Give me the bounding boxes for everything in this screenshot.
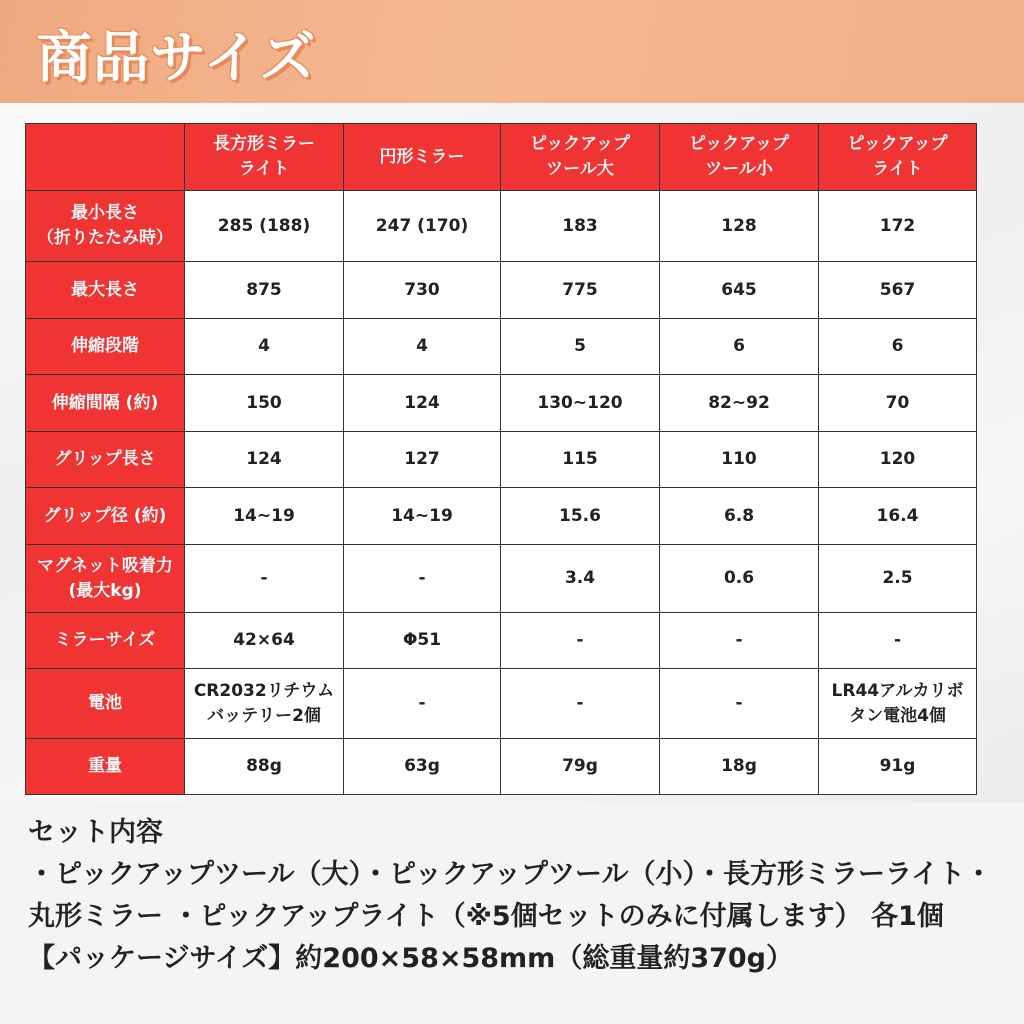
table-cell: 130~120 [501, 375, 660, 432]
table-cell: 63g [344, 739, 501, 795]
column-header: ピックアップ ツール小 [660, 124, 819, 191]
table-cell: 6.8 [660, 488, 819, 545]
table-row [26, 669, 977, 739]
table-cell: 5 [501, 319, 660, 375]
column-header: ピックアップ ツール大 [501, 124, 660, 191]
table-cell: 183 [501, 191, 660, 262]
package-size: 【パッケージサイズ】約200×58×58mm（総重量約370g） [28, 943, 794, 974]
table-cell: - [344, 669, 501, 739]
table-cell: 124 [344, 375, 501, 432]
table-corner-cell [26, 124, 185, 191]
row-header: 伸縮間隔 (約) [26, 375, 185, 432]
table-cell: 110 [660, 432, 819, 488]
table-cell: - [819, 613, 977, 669]
table-cell: 14~19 [344, 488, 501, 545]
set-contents [28, 812, 998, 980]
row-header: 伸縮段階 [26, 319, 185, 375]
table-cell: 150 [185, 375, 344, 432]
table-cell: 4 [344, 319, 501, 375]
table-cell: 3.4 [501, 545, 660, 613]
table-row [26, 191, 977, 262]
row-header: 最大長さ [26, 262, 185, 319]
table-cell: 124 [185, 432, 344, 488]
table-cell: CR2032リチウム バッテリー2個 [185, 669, 344, 739]
table-cell: - [344, 545, 501, 613]
table-row [26, 432, 977, 488]
table-cell: 775 [501, 262, 660, 319]
table-cell: 0.6 [660, 545, 819, 613]
row-header: 最小長さ （折りたたみ時） [26, 191, 185, 262]
table-cell: - [660, 669, 819, 739]
row-header: ミラーサイズ [26, 613, 185, 669]
table-row [26, 375, 977, 432]
table-row [26, 739, 977, 795]
table-row [26, 488, 977, 545]
spec-table [25, 123, 977, 795]
table-cell: - [185, 545, 344, 613]
table-row [26, 545, 977, 613]
table-cell: - [660, 613, 819, 669]
table-cell: 15.6 [501, 488, 660, 545]
table-cell: 645 [660, 262, 819, 319]
table-cell: 82~92 [660, 375, 819, 432]
table-cell: 91g [819, 739, 977, 795]
table-cell: 247 (170) [344, 191, 501, 262]
table-cell: 285 (188) [185, 191, 344, 262]
table-row [26, 319, 977, 375]
row-header: マグネット吸着力 (最大kg) [26, 545, 185, 613]
table-cell: 2.5 [819, 545, 977, 613]
table-cell: 875 [185, 262, 344, 319]
table-cell: - [501, 613, 660, 669]
set-contents-heading: セット内容 [28, 817, 163, 848]
table-cell: 128 [660, 191, 819, 262]
table-row [26, 262, 977, 319]
table-cell: - [501, 669, 660, 739]
table-cell: 6 [660, 319, 819, 375]
table-cell: 127 [344, 432, 501, 488]
row-header: グリップ径 (約) [26, 488, 185, 545]
table-cell: LR44アルカリボ タン電池4個 [819, 669, 977, 739]
table-cell: 42×64 [185, 613, 344, 669]
table-cell: 730 [344, 262, 501, 319]
table-cell: 172 [819, 191, 977, 262]
table-cell: 567 [819, 262, 977, 319]
table-cell: Φ51 [344, 613, 501, 669]
table-cell: 115 [501, 432, 660, 488]
table-cell: 4 [185, 319, 344, 375]
row-header: グリップ長さ [26, 432, 185, 488]
table-cell: 70 [819, 375, 977, 432]
table-cell: 120 [819, 432, 977, 488]
table-cell: 18g [660, 739, 819, 795]
table-cell: 16.4 [819, 488, 977, 545]
column-header: ピックアップ ライト [819, 124, 977, 191]
table-cell: 14~19 [185, 488, 344, 545]
row-header: 電池 [26, 669, 185, 739]
set-contents-body: ・ピックアップツール（大）・ピックアップツール（小）・長方形ミラーライト・丸形ミラー ・ピックアップライト（※5個セットのみに付属します） 各1個 [28, 859, 993, 932]
table-header-row [26, 124, 977, 191]
table-cell: 6 [819, 319, 977, 375]
table-row [26, 613, 977, 669]
column-header: 長方形ミラー ライト [185, 124, 344, 191]
row-header: 重量 [26, 739, 185, 795]
table-cell: 79g [501, 739, 660, 795]
table-cell: 88g [185, 739, 344, 795]
page-title: 商品サイズ [36, 26, 317, 91]
column-header: 円形ミラー [344, 124, 501, 191]
